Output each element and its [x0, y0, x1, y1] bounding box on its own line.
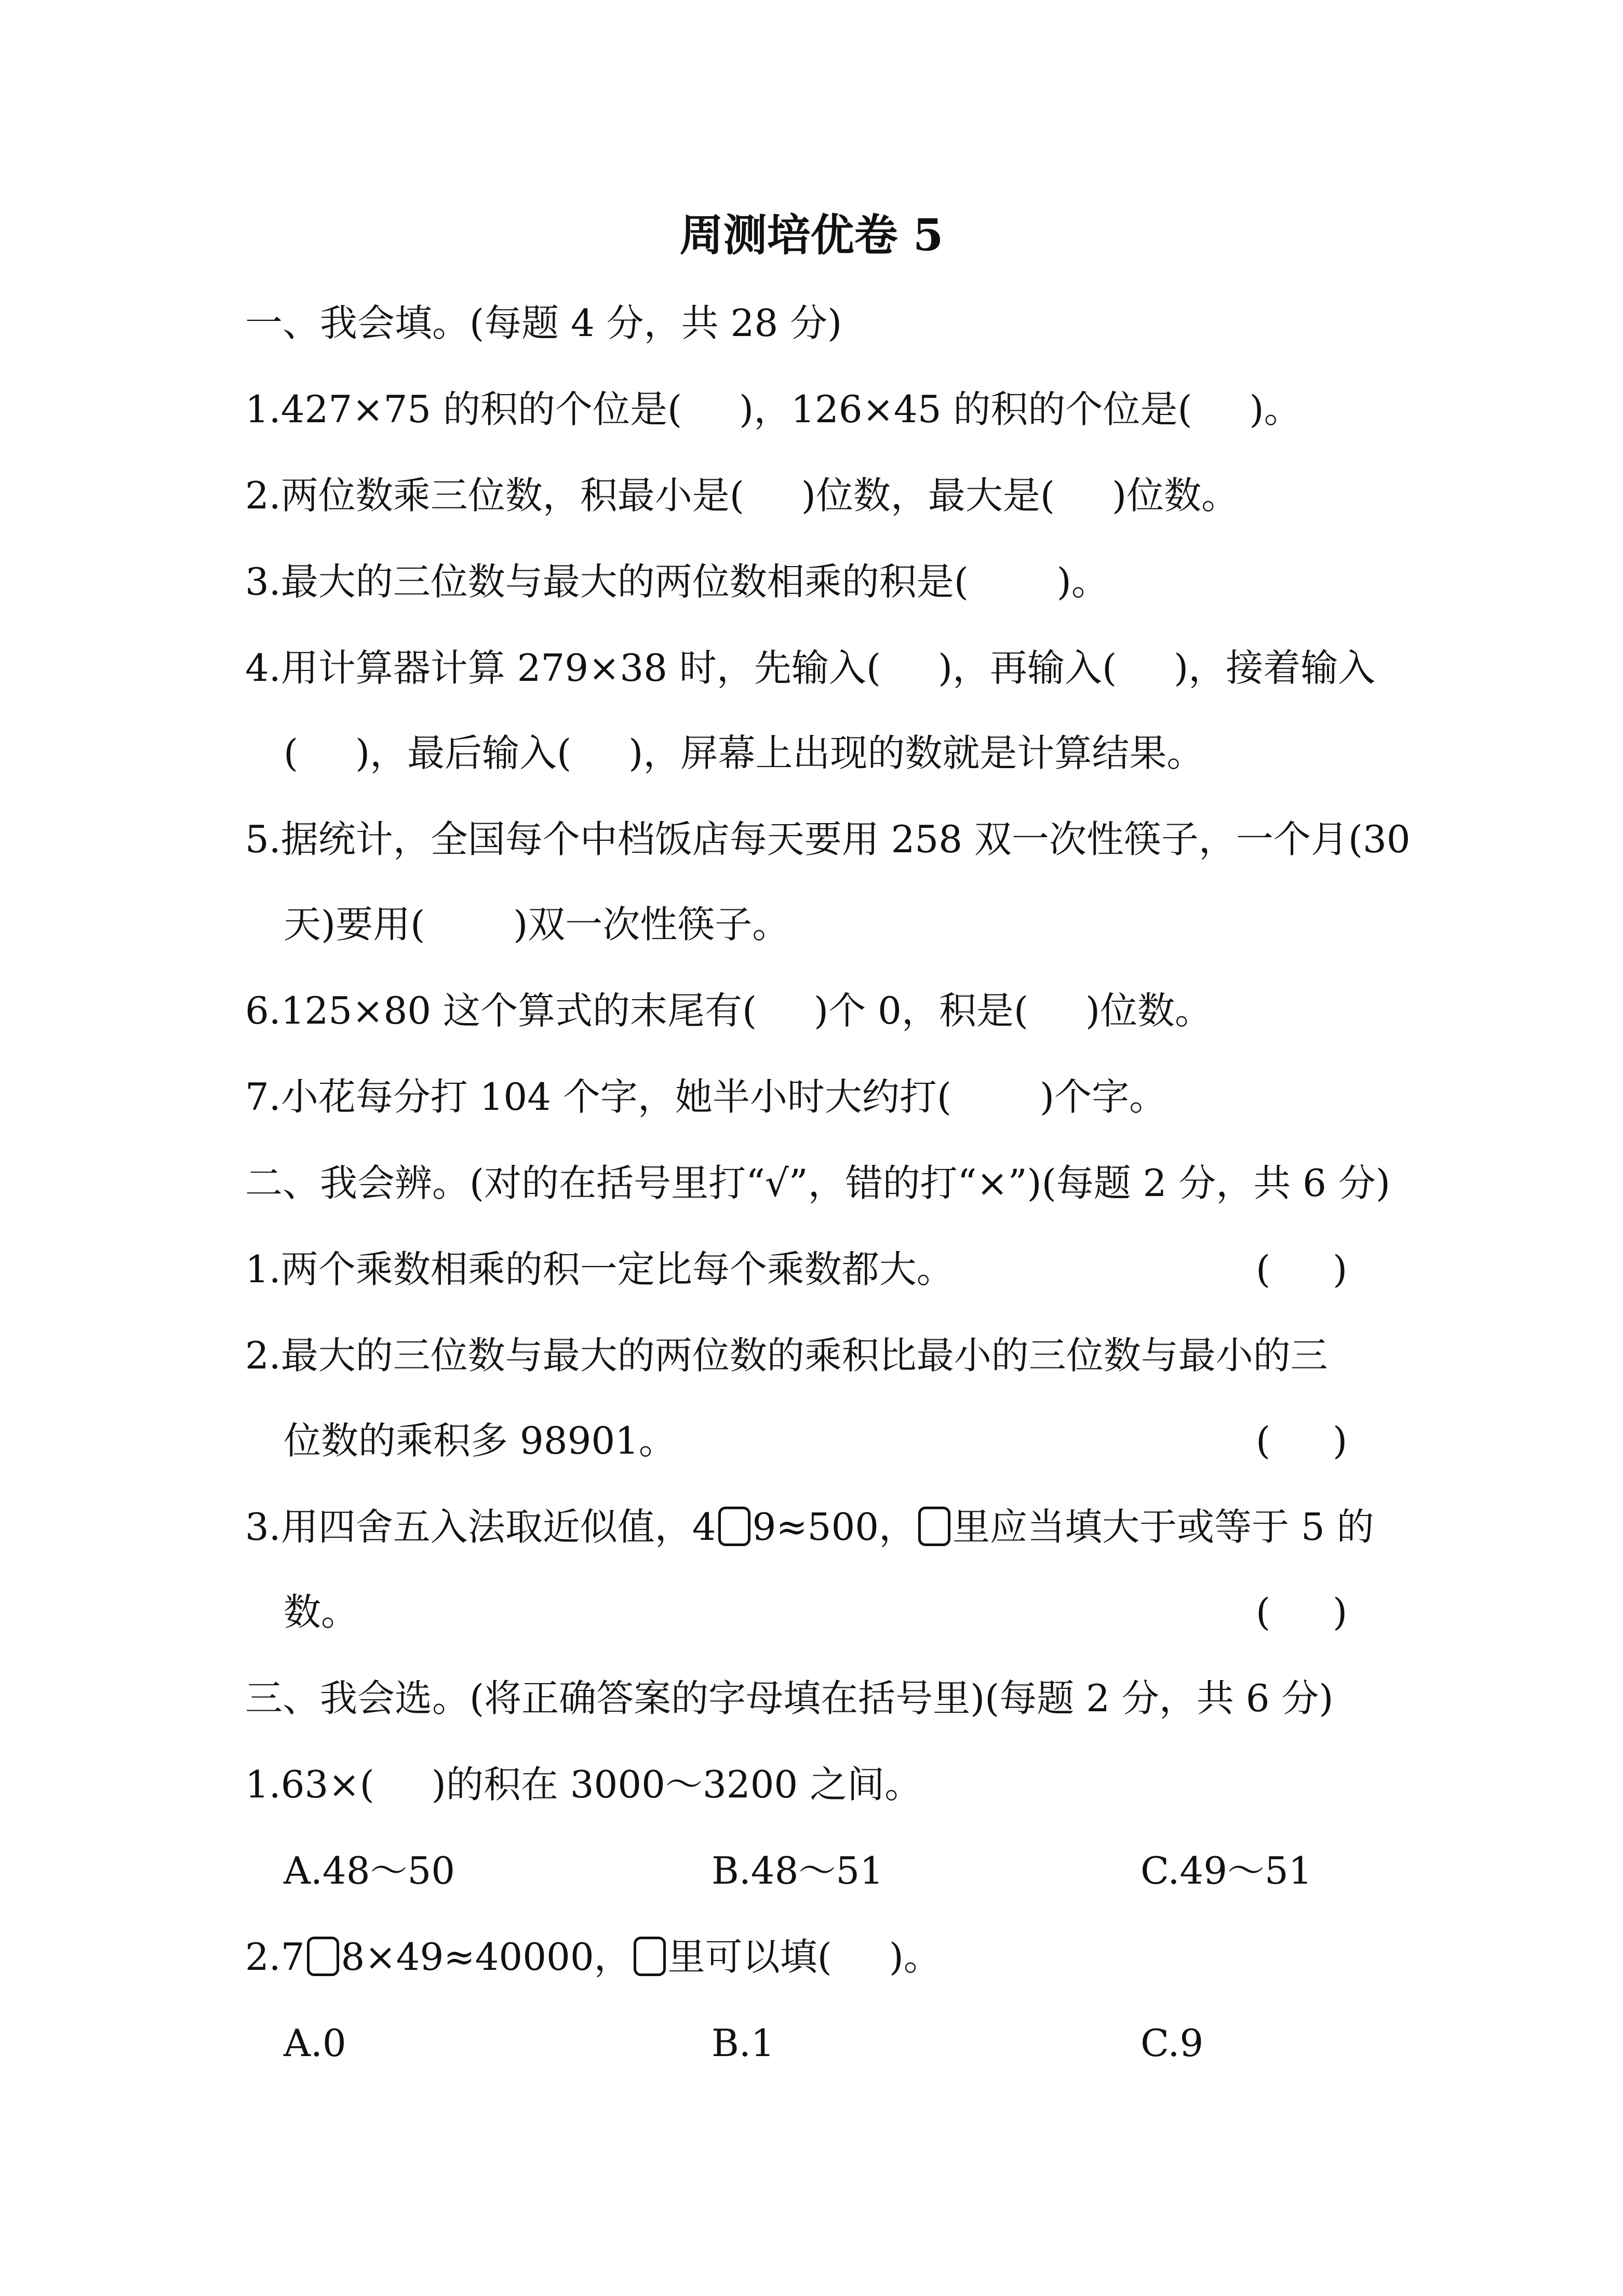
s2-answer-paren-2[interactable]: ( ) — [1256, 1419, 1348, 1462]
s1-question-2: 2.两位数乘三位数，积最小是( )位数，最大是( )位数。 — [245, 474, 1239, 517]
s1-question-1: 1.427×75 的积的个位是( )，126×45 的积的个位是( )。 — [245, 387, 1302, 431]
section-3-heading: 三、我会选。(将正确答案的字母填在括号里)(每题 2 分，共 6 分) — [245, 1676, 1334, 1720]
s1-question-4-line-1: 4.用计算器计算 279×38 时，先输入( )，再输入( )，接着输入 — [245, 646, 1376, 690]
s2-question-2-line-2: 位数的乘积多 98901。 — [284, 1419, 676, 1462]
s3-q2-option-b[interactable]: B.1 — [712, 2021, 775, 2065]
section-2-heading: 二、我会辨。(对的在括号里打“√”，错的打“×”)(每题 2 分，共 6 分) — [245, 1161, 1390, 1205]
s1-question-3: 3.最大的三位数与最大的两位数相乘的积是( )。 — [245, 560, 1109, 603]
s3-q1-option-a[interactable]: A.48～50 — [284, 1849, 455, 1892]
s3-q2-option-c[interactable]: C.9 — [1141, 2021, 1204, 2065]
s1-question-5-line-2: 天)要用( )双一次性筷子。 — [284, 903, 790, 946]
s2-question-3-line-1: 3.用四舍五入法取近似值，4 9≈500， 里应当填大于或等于 5 的 — [245, 1505, 1374, 1549]
section-1-heading: 一、我会填。(每题 4 分，共 28 分) — [245, 301, 842, 345]
s2-question-3-line-2: 数。 — [284, 1590, 359, 1634]
s2-answer-paren-3[interactable]: ( ) — [1256, 1590, 1348, 1634]
s3-q2-option-a[interactable]: A.0 — [284, 2021, 346, 2065]
s1-question-5-line-1: 5.据统计，全国每个中档饭店每天要用 258 双一次性筷子，一个月(30 — [245, 817, 1411, 861]
s1-question-7: 7.小花每分打 104 个字，她半小时大约打( )个字。 — [245, 1075, 1167, 1119]
s2-answer-paren-1[interactable]: ( ) — [1256, 1247, 1348, 1291]
s3-question-2: 2.7 8×49≈40000， 里可以填( )。 — [245, 1935, 941, 1979]
s2-question-2-line-1: 2.最大的三位数与最大的两位数的乘积比最小的三位数与最小的三 — [245, 1334, 1328, 1377]
blank-box-ref — [634, 1937, 666, 1976]
blank-box[interactable] — [307, 1937, 339, 1976]
s3-q1-option-b[interactable]: B.48～51 — [712, 1849, 884, 1892]
s3-q1-option-c[interactable]: C.49～51 — [1141, 1849, 1312, 1892]
s1-question-4-line-2: ( )，最后输入( )，屏幕上出现的数就是计算结果。 — [284, 731, 1204, 775]
s2-question-1: 1.两个乘数相乘的积一定比每个乘数都大。 — [245, 1247, 954, 1291]
s1-question-6: 6.125×80 这个算式的末尾有( )个 0，积是( )位数。 — [245, 989, 1213, 1032]
s3-question-1: 1.63×( )的积在 3000～3200 之间。 — [245, 1763, 922, 1806]
page-title: 周测培优卷 5 — [679, 209, 944, 261]
blank-box-ref — [918, 1507, 950, 1546]
blank-box[interactable] — [718, 1507, 750, 1546]
